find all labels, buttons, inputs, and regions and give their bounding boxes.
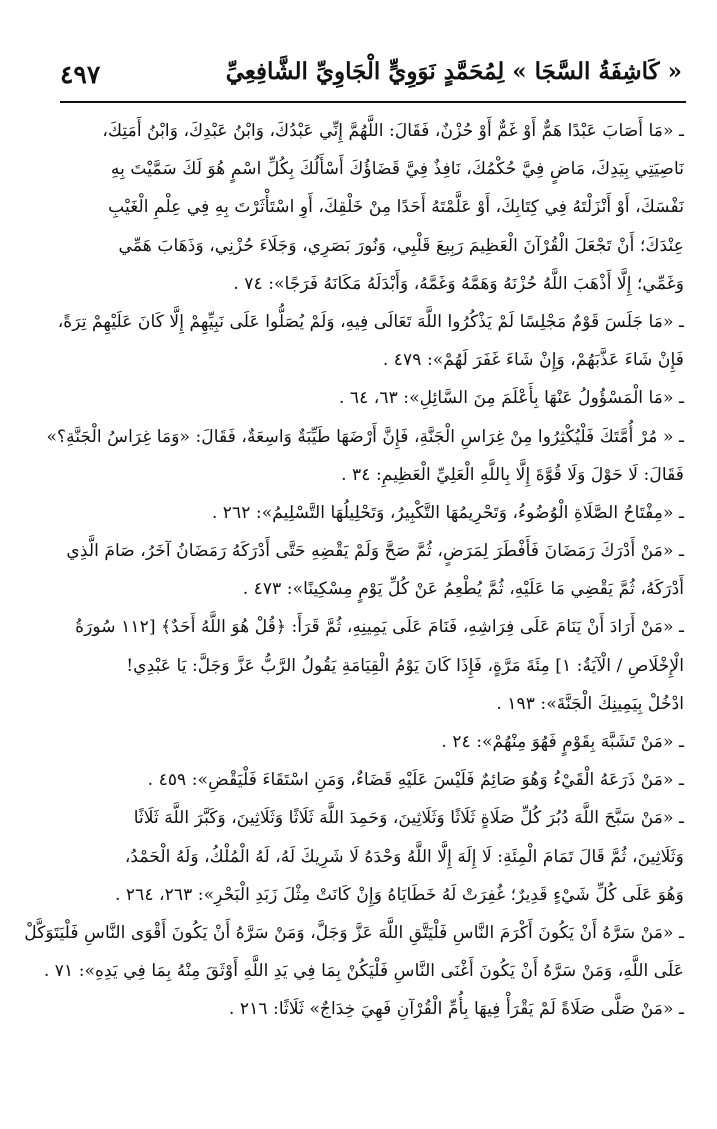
text-line: ـ «مَنْ سَرَّهُ أَنْ يَكُونَ أَكْرَمَ النَّاسِ فَلْيَتَّقِ اللَّهَ عَزَّ وَجَلَّ، وَمَنْ سَرَّهُ أَنْ يَكُونَ أَقْوَى النَّاسِ فَلْيَتَوَكَّلْ — [24, 922, 684, 943]
text-line: ـ «مَنْ أَرَادَ أَنْ يَنَامَ عَلَى فِرَاشِهِ، فَنَامَ عَلَى يَمِينِهِ، ثُمَّ قَرَأَ: ﴿قُلْ هُوَ اللَّهُ أَحَدٌ﴾ [١١٢ سُورَةُ — [75, 617, 684, 638]
page-number: ٤٩٧ — [60, 60, 101, 89]
text-line: فَإِنْ شَاءَ عَذَّبَهُمْ، وَإِنْ شَاءَ غَفَرَ لَهُمْ»: ٤٧٩ . — [382, 350, 684, 371]
text-line: نَفْسَكَ، أَوْ أَنْزَلْتَهُ فِي كِتَابِكَ، أَوْ عَلَّمْتَهُ أَحَدًا مِنْ خَلْقِكَ، أَوِ اسْتَأْثَرْتَ بِهِ فِي عِلْمِ الْغَيْبِ — [108, 197, 684, 218]
text-line: وَهُوَ عَلَى كُلِّ شَيْءٍ قَدِيرٌ؛ غُفِرَتْ لَهُ خَطَايَاهُ وَإِنْ كَانَتْ مِثْلَ زَبَدِ الْبَحْرِ»: ٢٦٣، ٢٦٤ . — [114, 884, 684, 905]
text-line: ـ «مَا أَصَابَ عَبْدًا هَمٌّ أَوْ غَمٌّ أَوْ حُزْنٌ، فَقَالَ: اللَّهُمَّ إِنِّي عَبْدُكَ، وَابْنُ عَبْدِكَ، وَابْنُ أَمَتِكَ، — [102, 121, 684, 141]
text-line: عَلَى اللَّهِ، وَمَنْ سَرَّهُ أَنْ يَكُونَ أَغْنَى النَّاسِ فَلْيَكُنْ بِمَا فِي يَدِ اللَّهِ أَوْثَقَ مِنْهُ بِمَا فِي يَدِهِ»: ٧١ . — [43, 961, 684, 982]
text-line: وَثَلَاثِينَ، ثُمَّ قَالَ تَمَامَ الْمِئَةِ: لَا إِلَهَ إِلَّا اللَّهُ وَحْدَهُ لَا شَرِيكَ لَهُ، لَهُ الْمُلْكُ، وَلَهُ الْحَمْدُ، — [124, 846, 684, 867]
text-line: ـ «مَنْ صَلَّى صَلَاةً لَمْ يَقْرَأْ فِيهَا بِأُمِّ الْقُرْآنِ فَهِيَ خِدَاجٌ» ثَلَاثًا: ٢١٦ . — [228, 999, 684, 1020]
running-title: « كَاشِفَةُ السَّجَا » لِمُحَمَّدٍ نَوَوِيٍّ الْجَاوِيِّ الشَّافِعِيِّ — [225, 58, 682, 85]
text-line: أَدْرَكَهُ، ثُمَّ يَقْضِي مَا عَلَيْهِ، ثُمَّ يُطْعِمُ عَنْ كُلِّ يَوْمٍ مِسْكِينًا»: ٤٧٣ . — [242, 579, 684, 600]
hadith-index-list — [24, 112, 684, 1029]
text-line: ـ «مِفْتَاحُ الصَّلَاةِ الْوُضُوءُ، وَتَحْرِيمُهَا التَّكْبِيرُ، وَتَحْلِيلُهَا التَّسْلِيمُ»: ٢٦٢ . — [211, 502, 684, 523]
text-line: ادْخُلْ بِيَمِينِكَ الْجَنَّةَ»: ١٩٣ . — [496, 693, 684, 714]
text-line: ـ «مَنْ أَدْرَكَ رَمَضَانَ فَأَفْطَرَ لِمَرَضٍ، ثُمَّ صَحَّ وَلَمْ يَقْضِهِ حَتَّى أَدْرَكَهُ رَمَضَانُ آخَرُ، صَامَ الَّذِي — [66, 541, 684, 562]
text-line: ـ «مَنْ تَشَبَّهَ بِقَوْمٍ فَهُوَ مِنْهُمْ»: ٢٤ . — [441, 732, 684, 752]
text-line: ـ « مُرْ أُمَّتَكَ فَلْيُكْثِرُوا مِنْ غِرَاسِ الْجَنَّةِ، فَإِنَّ أَرْضَهَا طَيِّبَةٌ وَاسِعَةٌ، فَقَالَ: «وَمَا غِرَاسُ الْجَنَّةِ؟» — [46, 426, 684, 447]
text-line: ـ «مَنْ ذَرَعَهُ الْقَيْءُ وَهُوَ صَائِمٌ فَلَيْسَ عَلَيْهِ قَضَاءٌ، وَمَنِ اسْتَقَاءَ فَلْيَقْضِ»: ٤٥٩ . — [147, 770, 684, 791]
header-rule — [60, 101, 686, 103]
text-line: فَقَالَ: لَا حَوْلَ وَلَا قُوَّةَ إِلَّا بِاللَّهِ الْعَلِيِّ الْعَظِيمِ: ٣٤ . — [341, 464, 684, 485]
page-header — [60, 50, 682, 94]
text-line: نَاصِيَتِي بِيَدِكَ، مَاضٍ فِيَّ حُكْمُكَ، نَافِذٌ فِيَّ قَضَاؤُكَ أَسْأَلُكَ بِكُلِّ اسْمٍ هُوَ لَكَ سَمَّيْتَ بِهِ — [110, 159, 684, 180]
text-line: ـ «مَا جَلَسَ قَوْمٌ مَجْلِسًا لَمْ يَذْكُرُوا اللَّهَ تَعَالَى فِيهِ، وَلَمْ يُصَلُّوا عَلَى نَبِيِّهِمْ إِلَّا كَانَ عَلَيْهِمْ تِرَةً، — [57, 311, 684, 332]
text-line: ـ «مَا الْمَسْؤُولُ عَنْهَا بِأَعْلَمَ مِنَ السَّائِلِ»: ٦٣، ٦٤ . — [338, 388, 684, 409]
text-line: الْإِخْلَاصِ / الْآيَةُ: ١] مِئَةَ مَرَّةٍ، فَإِذَا كَانَ يَوْمُ الْقِيَامَةِ يَقُولُ الرَّبُّ عَزَّ وَجَلَّ: يَا عَبْدِي! — [126, 655, 684, 676]
text-line: وَغَمِّي؛ إِلَّا أَذْهَبَ اللَّهُ حُزْنَهُ وَهَمَّهُ وَغَمَّهُ، وَأَبْدَلَهُ مَكَانَهُ فَرَجًا»: ٧٤ . — [233, 273, 684, 294]
text-line: عِنْدَكَ؛ أَنْ تَجْعَلَ الْقُرْآنَ الْعَظِيمَ رَبِيعَ قَلْبِي، وَنُورَ بَصَرِي، وَجَلَاءَ حُزْنِي، وَذَهَابَ هَمِّي — [118, 235, 684, 256]
text-line: ـ «مَنْ سَبَّحَ اللَّهَ دُبُرَ كُلِّ صَلَاةٍ ثَلَاثًا وَثَلَاثِينَ، وَحَمِدَ اللَّهَ ثَلَاثًا وَثَلَاثِينَ، وَكَبَّرَ اللَّهَ ثَلَاثًا — [133, 808, 684, 829]
